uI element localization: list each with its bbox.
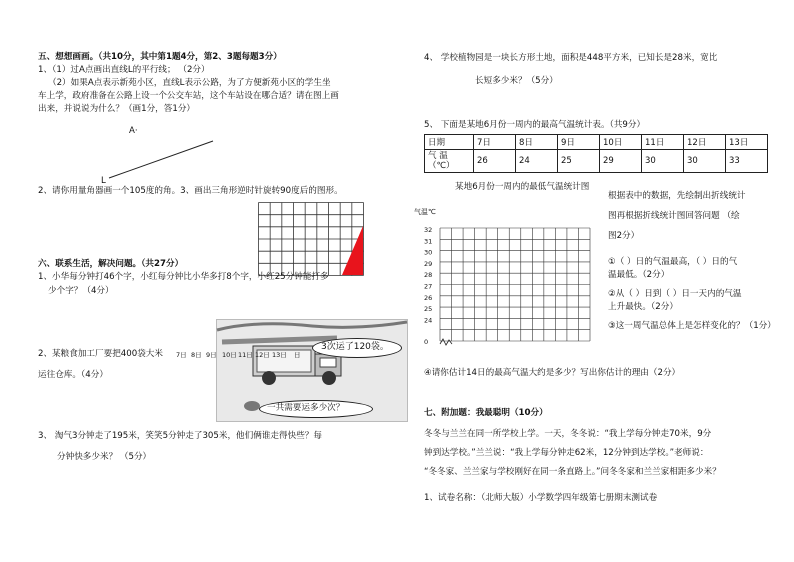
y-tick-label: 31 — [424, 237, 433, 246]
bubble-2-text: 一共需要运多少次？ — [267, 403, 345, 413]
table-row — [425, 150, 768, 173]
y-tick-label: 32 — [424, 226, 433, 234]
table-row — [425, 135, 768, 150]
x-tick-label: 7日 — [176, 351, 187, 359]
problem-2-line2: 运往仓库。（4分） — [38, 370, 108, 380]
instruction-line3: 图2分） — [608, 231, 640, 241]
section-5-title: 五、想想画画。（共10分，其中第1题4分，第2、3题每题3分） — [38, 52, 282, 62]
instruction-line1: 根据表中的数据，先绘制出折线统计 — [608, 191, 746, 201]
questions-2-3: 2、请你用量角器画一个105度的角。3、画出三角形逆时针旋转90度后的图形。 — [38, 186, 343, 196]
truck-illustration — [216, 319, 408, 422]
chart-title: 某地6月份一周内的最低气温统计图 — [455, 182, 590, 192]
problem-1-line2: 少个字？（4分） — [48, 286, 114, 296]
temp-unit: （℃） — [428, 161, 455, 171]
table-cell: 33 — [726, 150, 768, 173]
line-l-drawing — [100, 138, 220, 188]
table-cell: 29 — [600, 150, 642, 173]
subquestion-1-line2: 温最低。（2分） — [608, 270, 670, 280]
problem-1-line1: 1、小华每分钟打46个字，小红每分钟比小华多打8个字，小红25分钟能打多 — [38, 272, 329, 282]
table-cell: 12日 — [684, 135, 726, 150]
subquestion-1-line1: ①（ ）日的气温最高，（ ）日的气 — [608, 257, 738, 267]
y-tick-label: 29 — [424, 259, 433, 268]
y-tick-label: 24 — [424, 316, 433, 325]
rotation-grid — [258, 202, 364, 276]
exam-name-footer: 1、试卷名称：（北师大版）小学数学四年级第七册期末测试卷 — [424, 493, 658, 503]
table-cell: 13日 — [726, 135, 768, 150]
table-cell: 11日 — [642, 135, 684, 150]
subquestion-4: ④请你估计14日的最高气温大约是多少？写出你估计的理由（2分） — [424, 368, 681, 378]
y-tick-label: 27 — [424, 282, 433, 291]
y-tick-label: 28 — [424, 271, 433, 280]
problem-2-line1: 2、某粮食加工厂要把400袋大米 — [38, 349, 163, 359]
question-4-line1: 4、 学校植物园是一块长方形土地，面积是448平方米，已知长是28米，宽比 — [424, 53, 718, 63]
chart-grid — [440, 228, 590, 341]
x-tick-label: 10日 — [222, 351, 237, 359]
bubble-1-text: 3次运了120袋。 — [321, 342, 389, 352]
extra-problem-line1: 冬冬与兰兰在同一所学校上学。一天，冬冬说：“我上学每分钟走70米，9分 — [424, 429, 712, 439]
table-cell: 日期 — [425, 135, 474, 150]
subquestion-2-line1: ②从（ ）日到（ ）日一天内的气温 — [608, 289, 742, 299]
question-5-title: 5、 下面是某地6月份一周内的最高气温统计表。（共9分） — [424, 120, 646, 130]
x-tick-label: 12日 — [255, 351, 270, 359]
extra-problem-line3: “冬冬家、兰兰家与学校刚好在同一条直路上。”问冬冬家和兰兰家相距多少米？ — [424, 467, 721, 477]
table-cell: 26 — [474, 150, 516, 173]
table-cell: 8日 — [516, 135, 558, 150]
x-tick-label: 9日 — [206, 351, 217, 359]
section-6-title: 六、联系生活，解决问题。（共27分） — [38, 259, 184, 269]
table-cell: 25 — [558, 150, 600, 173]
table-cell: 30 — [684, 150, 726, 173]
section-7-title: 七、附加题：我最聪明（10分） — [424, 408, 548, 418]
y-tick-label: 26 — [424, 293, 433, 302]
question-1-part-2-line1: （2）如果A点表示新苑小区，直线L表示公路，为了方便新苑小区的学生坐 — [48, 78, 331, 88]
question-4-line2: 长短多少米？（5分） — [475, 76, 558, 86]
temperature-table — [424, 134, 768, 173]
y-tick-label: 30 — [424, 248, 433, 257]
table-cell: 10日 — [600, 135, 642, 150]
table-cell — [425, 150, 474, 173]
table-cell: 9日 — [558, 135, 600, 150]
table-cell: 24 — [516, 150, 558, 173]
table-cell: 7日 — [474, 135, 516, 150]
point-a-label: A· — [129, 126, 138, 136]
subquestion-2-line2: 上升最快。（2分） — [608, 302, 678, 312]
x-tick-label: 8日 — [191, 351, 202, 359]
axis-break — [440, 339, 452, 345]
problem-3-line2: 分钟快多少米？ （5分） — [57, 452, 152, 462]
x-tick-label: 日 — [294, 351, 301, 359]
y-tick-label: 0 — [424, 338, 429, 346]
temp-label: 气 温 — [428, 151, 448, 161]
x-tick-label: 13日 — [272, 351, 287, 359]
extra-problem-line2: 钟到达学校。”兰兰说：“我上学每分钟走62米，12分钟到达学校。”老师说： — [424, 448, 709, 458]
problem-3-line1: 3、 淘气3分钟走了195米，笑笑5分钟走了305米，他们俩谁走得快些？每 — [38, 431, 322, 441]
table-cell: 30 — [642, 150, 684, 173]
question-1-part-2-line2: 车上学，政府准备在公路上设一个公交车站，这个车站设在哪合适？请在图上画 — [38, 91, 339, 101]
subquestion-3: ③这一周气温总体上是怎样变化的？（1分） — [608, 321, 776, 331]
red-triangle — [342, 226, 363, 275]
y-tick-label: 25 — [424, 305, 433, 314]
question-1-part-1: 1、（1）过A点画出直线L的平行线； （2分） — [38, 65, 210, 75]
instruction-line2: 图再根据折线统计图回答问题 （绘 — [608, 211, 740, 221]
y-axis-label: 气温℃ — [414, 208, 436, 216]
line-l-label: L — [101, 176, 106, 186]
question-1-part-2-line3: 出来，并说说为什么？（画1分，答1分） — [38, 104, 196, 114]
x-tick-label: 11日 — [238, 351, 253, 359]
